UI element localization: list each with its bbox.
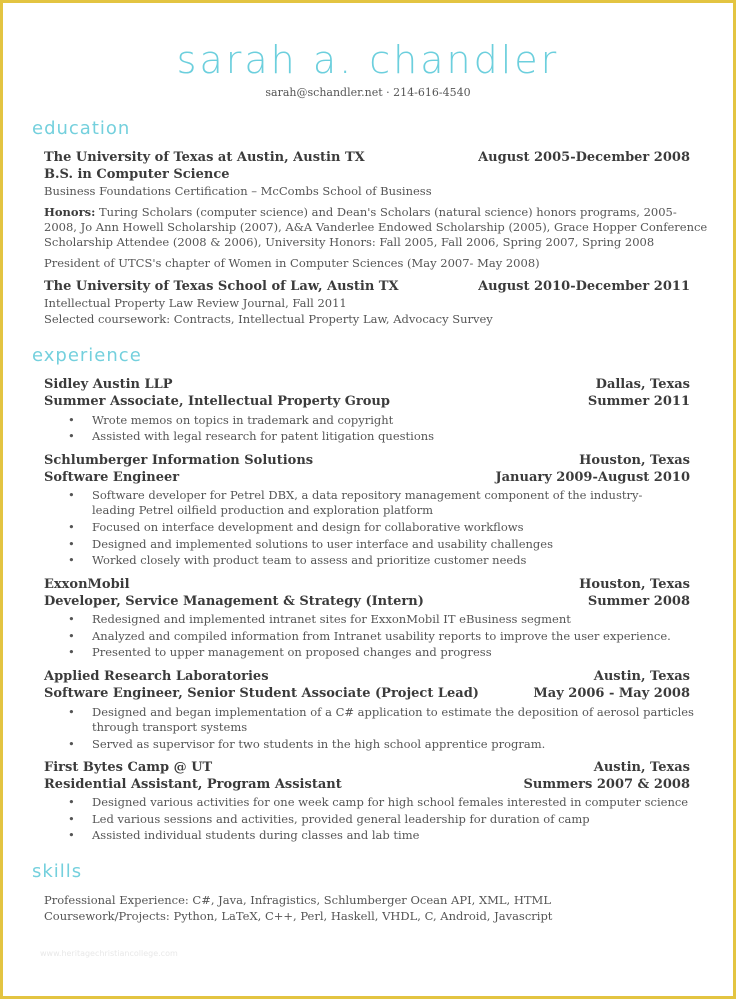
bullet-icon: •	[68, 795, 75, 809]
law-school: The University of Texas School of Law, Austin TX	[44, 279, 399, 294]
job-company: Sidley Austin LLP	[44, 377, 173, 392]
resume-name: sarah a. chandler	[176, 38, 560, 82]
job-location: Houston, Texas	[579, 577, 690, 592]
ut-certification: Business Foundations Certification – McCombs School of Business	[44, 184, 432, 198]
bullet-icon: •	[68, 645, 75, 659]
bullet-icon: •	[68, 612, 75, 626]
job-bullet-continued: through transport systems	[92, 720, 248, 734]
contact-line: sarah@schandler.net · 214-616-4540	[265, 86, 471, 99]
job-company: Applied Research Laboratories	[44, 669, 269, 684]
law-dates: August 2010-December 2011	[478, 279, 690, 294]
job-dates: Summer 2008	[587, 594, 690, 609]
ut-degree: B.S. in Computer Science	[44, 167, 230, 182]
job-bullet: Assisted individual students during classes and lab time	[92, 828, 420, 842]
skills-coursework: Coursework/Projects: Python, LaTeX, C++, Perl, Haskell, VHDL, C, Android, Javascript	[44, 909, 553, 923]
job-bullet: Served as supervisor for two students in the high school apprentice program.	[92, 737, 546, 751]
ut-honors-line-3: Scholarship Attendee (2008 & 2006), University Honors: Fall 2005, Fall 2006, Spring 2007, Spring 2008	[44, 235, 655, 249]
bullet-icon: •	[68, 537, 75, 551]
job-company: ExxonMobil	[44, 577, 130, 592]
job-title: Software Engineer, Senior Student Associate (Project Lead)	[44, 686, 479, 701]
job-bullet: Designed and implemented solutions to user interface and usability challenges	[92, 537, 554, 551]
job-bullet: Assisted with legal research for patent litigation questions	[92, 429, 435, 443]
job-title: Developer, Service Management & Strategy (Intern)	[44, 594, 424, 609]
watermark: www.heritagechristiancollege.com	[40, 949, 178, 958]
job-company: Schlumberger Information Solutions	[44, 453, 314, 468]
job-bullet: Analyzed and compiled information from Intranet usability reports to improve the user experience.	[92, 629, 671, 643]
honors-label: Honors:	[44, 205, 96, 219]
ut-honors-line-2: 2008, Jo Ann Howell Scholarship (2007), A&A Vanderlee Endowed Scholarship (2005), Grace Hopper Conference	[44, 220, 708, 234]
job-dates: Summer 2011	[587, 394, 690, 409]
ut-dates: August 2005-December 2008	[478, 150, 690, 165]
job-bullet: Presented to upper management on proposed changes and progress	[92, 645, 492, 659]
bullet-icon: •	[68, 488, 75, 502]
skills-heading: skills	[32, 861, 83, 882]
education-heading: education	[32, 118, 131, 139]
job-dates: Summers 2007 & 2008	[523, 777, 690, 792]
job-bullet: Focused on interface development and design for collaborative workflows	[92, 520, 524, 534]
bullet-icon: •	[68, 828, 75, 842]
job-bullet: Worked closely with product team to assess and prioritize customer needs	[92, 553, 527, 567]
job-bullet: Redesigned and implemented intranet sites for ExxonMobil IT eBusiness segment	[92, 612, 571, 626]
job-bullet-continued: leading Petrel oilfield production and exploration platform	[92, 503, 434, 517]
job-bullet: Designed various activities for one week camp for high school females interested in computer science	[92, 795, 689, 809]
job-location: Dallas, Texas	[595, 377, 690, 392]
job-title: Summer Associate, Intellectual Property Group	[44, 394, 390, 409]
job-bullet: Designed and began implementation of a C# application to estimate the deposition of aerosol particles	[92, 705, 694, 719]
law-journal: Intellectual Property Law Review Journal, Fall 2011	[44, 296, 347, 310]
ut-honors-line-1	[44, 205, 677, 219]
ut-president: President of UTCS's chapter of Women in Computer Sciences (May 2007- May 2008)	[44, 256, 540, 270]
honors-text-1: Turing Scholars (computer science) and Dean's Scholars (natural science) honors programs, 2005-	[95, 205, 677, 219]
bullet-icon: •	[68, 553, 75, 567]
ut-school: The University of Texas at Austin, Austin TX	[44, 150, 365, 165]
bullet-icon: •	[68, 812, 75, 826]
skills-professional: Professional Experience: C#, Java, Infragistics, Schlumberger Ocean API, XML, HTML	[44, 893, 551, 907]
job-bullet: Wrote memos on topics in trademark and copyright	[92, 413, 394, 427]
job-dates: January 2009-August 2010	[495, 470, 690, 485]
law-coursework: Selected coursework: Contracts, Intellectual Property Law, Advocacy Survey	[44, 312, 493, 326]
experience-heading: experience	[32, 345, 142, 366]
job-bullet: Software developer for Petrel DBX, a data repository management component of the industry-	[92, 488, 643, 502]
job-dates: May 2006 - May 2008	[533, 686, 690, 701]
bullet-icon: •	[68, 429, 75, 443]
job-bullet: Led various sessions and activities, provided general leadership for duration of camp	[92, 812, 590, 826]
job-location: Houston, Texas	[579, 453, 690, 468]
job-title: Residential Assistant, Program Assistant	[44, 777, 342, 792]
bullet-icon: •	[68, 629, 75, 643]
bullet-icon: •	[68, 705, 75, 719]
job-location: Austin, Texas	[593, 760, 690, 775]
bullet-icon: •	[68, 413, 75, 427]
bullet-icon: •	[68, 520, 75, 534]
job-title: Software Engineer	[44, 470, 180, 485]
job-company: First Bytes Camp @ UT	[44, 760, 213, 775]
job-location: Austin, Texas	[593, 669, 690, 684]
bullet-icon: •	[68, 737, 75, 751]
